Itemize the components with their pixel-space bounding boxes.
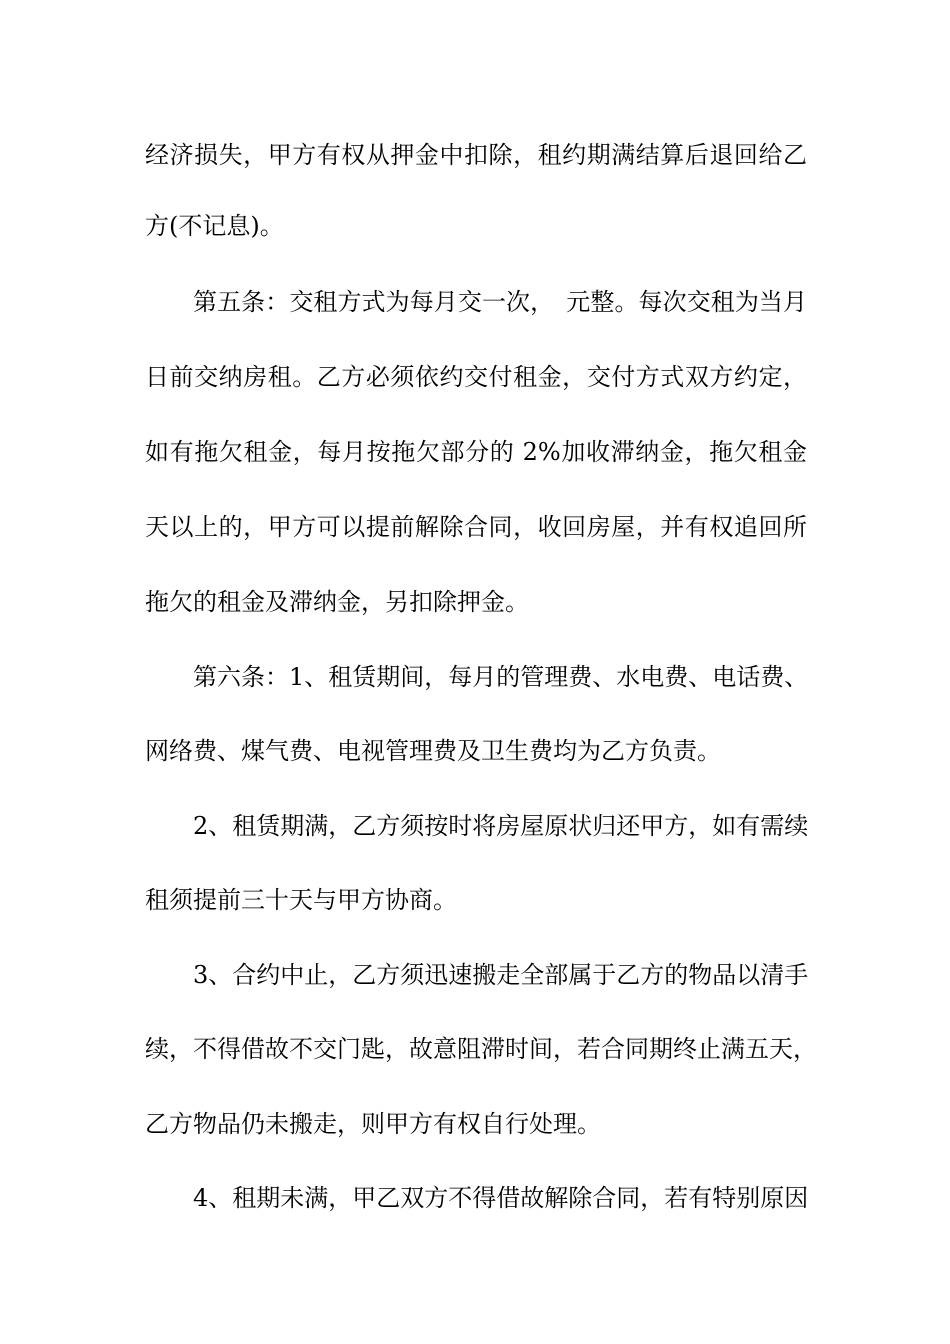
text-line-4: 日前交纳房租。乙方必须依约交付租金，交付方式双方约定， — [145, 363, 807, 391]
text-line-5: 如有拖欠租金，每月按拖欠部分的 2%加收滞纳金，拖欠租金 — [145, 438, 807, 466]
text-line-2: 方(不记息)。 — [145, 212, 284, 240]
text-line-15: 4、租期未满，甲乙双方不得借故解除合同，若有特别原因 — [193, 1184, 809, 1212]
text-line-3: 第五条：交租方式为每月交一次， 元整。每次交租为当月 — [193, 288, 807, 316]
text-line-9: 网络费、煤气费、电视管理费及卫生费均为乙方负责。 — [145, 737, 721, 765]
text-line-14: 乙方物品仍未搬走，则甲方有权自行处理。 — [145, 1110, 601, 1138]
text-line-8: 第六条：1、租赁期间，每月的管理费、水电费、电话费、 — [193, 663, 809, 691]
text-line-7: 拖欠的租金及滞纳金，另扣除押金。 — [145, 588, 529, 616]
text-line-12: 3、合约中止，乙方须迅速搬走全部属于乙方的物品以清手 — [193, 961, 809, 989]
text-line-13: 续，不得借故不交门匙，故意阻滞时间，若合同期终止满五天， — [145, 1035, 817, 1063]
text-line-11: 租须提前三十天与甲方协商。 — [145, 886, 457, 914]
text-line-1: 经济损失，甲方有权从押金中扣除，租约期满结算后退回给乙 — [145, 141, 807, 169]
text-line-6: 天以上的，甲方可以提前解除合同，收回房屋，并有权追回所 — [145, 513, 807, 541]
text-line-10: 2、租赁期满，乙方须按时将房屋原状归还甲方，如有需续 — [193, 812, 809, 840]
